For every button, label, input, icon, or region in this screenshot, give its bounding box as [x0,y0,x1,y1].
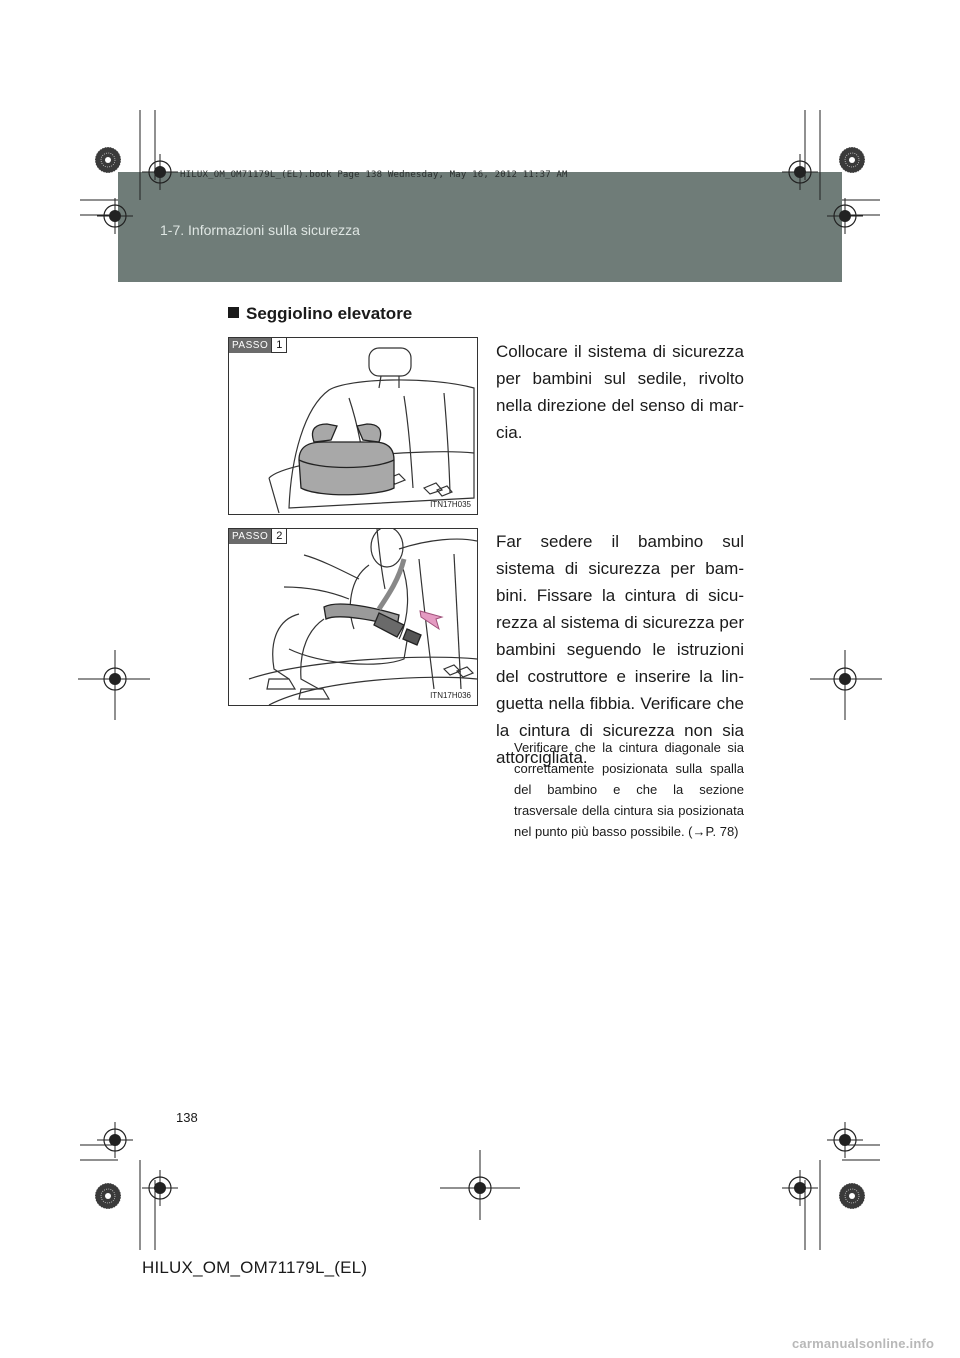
subheading: Seggiolino elevatore [228,304,412,324]
file-stamp: HILUX_OM_OM71179L_(EL).book Page 138 Wednesday, May 16, 2012 11:37 AM [180,170,568,180]
page-number: 138 [176,1110,198,1125]
figure-code: ITN17H036 [430,691,471,700]
step-1-text: Collocare il sistema di sicurezza per bambini sul sedile, rivolto nella direzione del senso di mar-cia. [496,342,744,442]
booster-seat-illustration [229,338,477,514]
figure-code: ITN17H035 [430,500,471,509]
square-bullet-icon [228,307,239,318]
note-text: Verificare che la cintura diagonale sia correttamente posizionata sulla spalla del bambino e che la sezione trasversale della cintura sia posizionata nel punto più basso possibile. (→P. 78) [514,740,744,839]
child-belted-illustration [229,529,477,705]
step-2-text: Far sedere il bambino sul sistema di sicurezza per bam-bini. Fissare la cintura di sicu-rezza al sistema di sicurezza per bambini seguendo le istruzioni del costruttore e inserire la lin-guetta nella fibbia. Verificare che la cintura di sicurezza non sia attorcigliata. [496,532,744,767]
step-badge: PASSO 2 [229,529,287,544]
step-badge: PASSO 1 [229,338,287,353]
footer-code: HILUX_OM_OM71179L_(EL) [142,1258,368,1277]
watermark: carmanualsonline.info [792,1336,935,1351]
section-title: 1-7. Informazioni sulla sicurezza [160,222,360,238]
figure-step-1 [228,337,478,515]
figure-step-2 [228,528,478,706]
